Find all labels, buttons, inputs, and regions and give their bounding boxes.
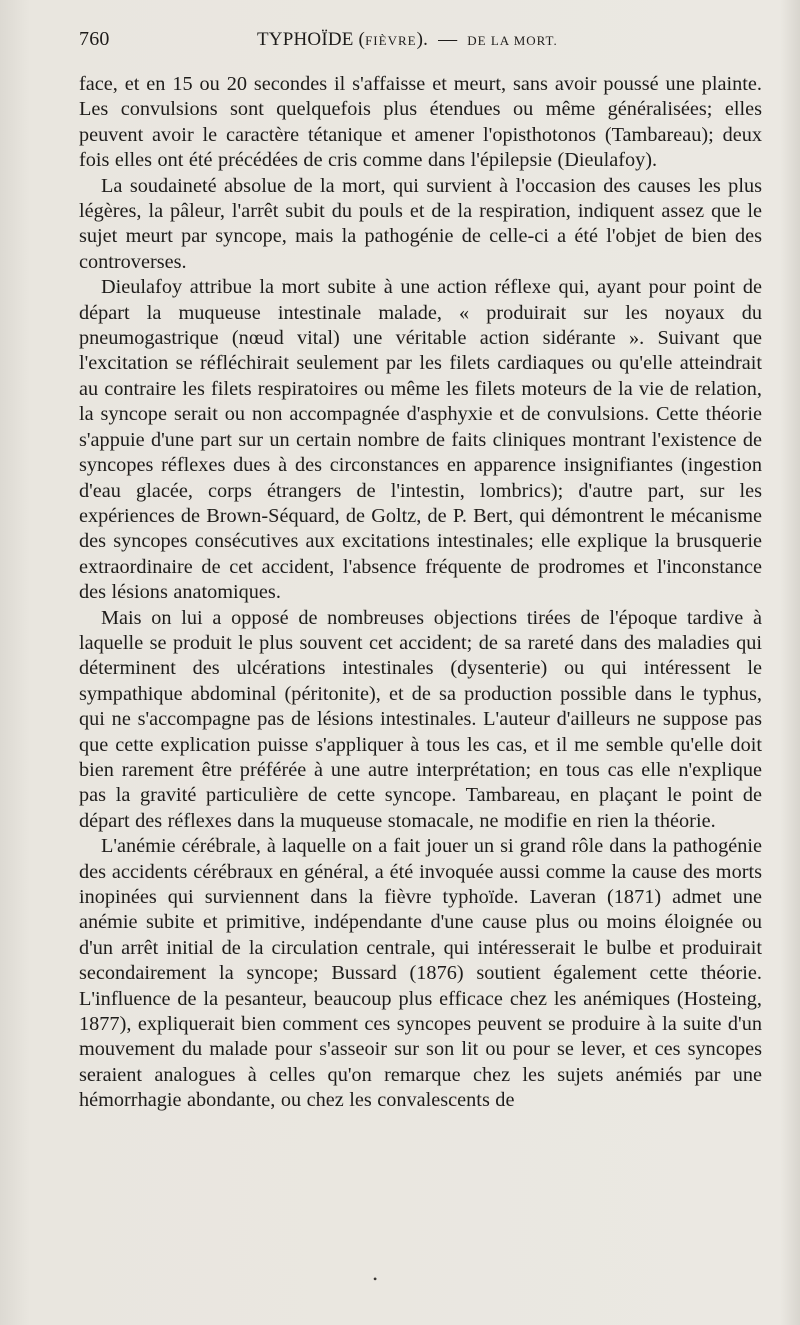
paragraph: La soudaineté absolue de la mort, qui survient à l'occasion des causes les plus légères, la pâleur, l'arrêt subit du pouls et de la respiration, indiquent assez que le sujet meurt par syncope, mais la pathogénie de celle-ci a été l'objet de bien des controverses.: [79, 174, 762, 273]
paragraph: face, et en 15 ou 20 secondes il s'affaisse et meurt, sans avoir poussé une plainte. Les convulsions sont quelquefois plus étendues ou même généralisées; elles peuvent avoir le caractère tétanique et amener l'opisthotonos (Tambareau); deux fois elles ont été précédées de cris comme dans l'épilepsie (Dieulafoy).: [79, 73, 762, 172]
body-text: [79, 72, 762, 1114]
paragraph: Dieulafoy attribue la mort subite à une action réflexe qui, ayant pour point de départ la muqueuse intestinale malade, « produirait sur les noyaux du pneumogastrique (nœud vital) une véritable action sidérante ». Suivant que l'excitation se réfléchirait seulement par les filets cardiaques ou qu'elle atteindrait au contraire les filets respiratoires ou même les filets moteurs de la vie de relation, la syncope serait ou non accompagnée d'asphyxie et de convulsions. Cette théorie s'appuie d'une part sur un certain nombre de faits cliniques montrant l'existence de syncopes réflexes dues à des circonstances en apparence insignifiantes (ingestion d'eau glacée, corps étrangers de l'intestin, lombrics); d'autre part, sur les expériences de Brown-Séquard, de Goltz, de P. Bert, qui démontrent le mécanisme des syncopes consécutives aux excitations intestinales; elle explique la brusquerie extraordinaire de cet accident, l'absence fréquente de prodromes et l'inconstance des lésions anatomiques.: [79, 276, 762, 604]
running-title-dash: —: [438, 29, 458, 50]
page-number: 760: [79, 28, 110, 50]
running-title-right: DE LA MORT.: [467, 33, 558, 48]
running-title-small: FIÈVRE: [365, 33, 417, 48]
running-head: [79, 28, 762, 72]
running-title-main: TYPHOÏDE (: [257, 29, 366, 50]
paragraph: L'anémie cérébrale, à laquelle on a fait jouer un si grand rôle dans la pathogénie des accidents cérébraux en général, a été invoquée aussi comme la cause des morts inopinées qui surviennent dans la fièvre typhoïde. Laveran (1871) admet une anémie subite et primitive, indépendante d'une cause plus ou moins éloignée ou d'un arrêt initial de la circulation centrale, qui intéresserait le bulbe et produirait secondairement la syncope; Bussard (1876) soutient également cette théorie. L'influence de la pesanteur, beaucoup plus efficace chez les anémiques (Hosteing, 1877), expliquerait bien comment ces syncopes peuvent se produire à la suite d'un mouvement du malade pour s'asseoir sur son lit ou pour se lever, et ces syncopes seraient analogues à celles qu'on remarque chez les sujets anémiés par une hémorrhagie abondante, ou chez les convalescents de: [79, 835, 762, 1112]
running-title: [257, 29, 558, 51]
paragraph: Mais on lui a opposé de nombreuses objections tirées de l'époque tardive à laquelle se produit le plus souvent cet accident; de sa rareté dans des maladies qui déterminent des ulcérations intestinales (dysenterie) ou qui intéressent le sympathique abdominal (péritonite), et de sa production possible dans le typhus, qui ne s'accompagne pas de lésions intestinales. L'auteur d'ailleurs ne suppose pas que cette explication puisse s'appliquer à tous les cas, et il me semble qu'elle doit bien rarement être préférée à une autre interprétation; en tous cas elle n'explique pas la gravité particulière de cette syncope. Tambareau, en plaçant le point de départ des réflexes dans la muqueuse stomacale, ne modifie en rien la théorie.: [79, 606, 762, 832]
signature-mark: •: [373, 1272, 378, 1286]
running-title-close: ).: [416, 29, 429, 50]
